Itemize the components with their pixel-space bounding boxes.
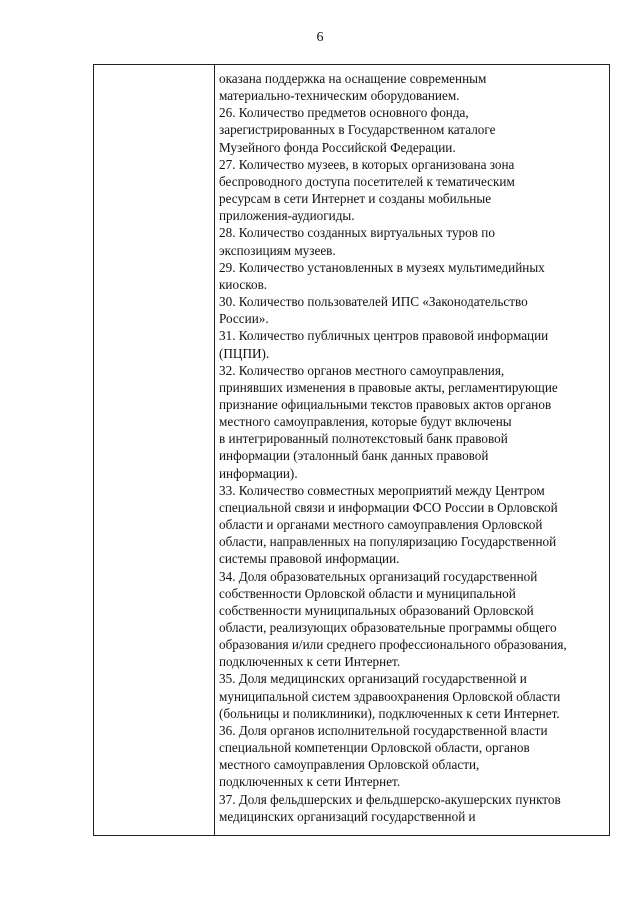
text-line: (больницы и поликлиники), подключенных к сети Интернет.	[219, 705, 560, 721]
text-line: области, направленных на популяризацию Государственной	[219, 534, 557, 550]
text-line: 30. Количество пользователей ИПС «Законодательство	[219, 294, 528, 310]
text-line: 32. Количество органов местного самоуправления,	[219, 362, 505, 378]
text-line: медицинских организаций государственной и	[219, 808, 476, 824]
text-line: 36. Доля органов исполнительной государственной власти	[219, 722, 548, 738]
text-line: материально-техническим оборудованием.	[219, 88, 460, 104]
text-line: собственности Орловской области и муниципальной	[219, 585, 516, 601]
text-line: муниципальной систем здравоохранения Орловской области	[219, 688, 561, 704]
text-line: принявших изменения в правовые акты, регламентирующие	[219, 379, 558, 395]
text-line: 27. Количество музеев, в которых организована зона	[219, 156, 515, 172]
text-line: специальной связи и информации ФСО России в Орловской	[219, 499, 558, 515]
document-table	[93, 64, 610, 836]
text-line: России».	[219, 311, 269, 327]
text-line: 34. Доля образовательных организаций государственной	[219, 568, 538, 584]
text-line: ресурсам в сети Интернет и созданы мобильные	[219, 191, 492, 207]
text-line: 33. Количество совместных мероприятий между Центром	[219, 482, 545, 498]
text-line: оказана поддержка на оснащение современным	[219, 71, 487, 86]
text-line: информации).	[219, 465, 298, 481]
text-line: Музейного фонда Российской Федерации.	[219, 139, 456, 155]
text-line: подключенных к сети Интернет.	[219, 774, 401, 790]
text-line: 28. Количество созданных виртуальных туров по	[219, 225, 495, 241]
table-cell-text	[219, 70, 607, 825]
text-line: 37. Доля фельдшерских и фельдшерско-акушерских пунктов	[219, 791, 561, 807]
text-line: системы правовой информации.	[219, 551, 400, 567]
text-line: образования и/или среднего профессионального образования,	[219, 637, 567, 653]
column-divider	[214, 65, 215, 835]
text-line: местного самоуправления Орловской области,	[219, 757, 480, 773]
text-line: 35. Доля медицинских организаций государственной и	[219, 671, 527, 687]
text-line: 31. Количество публичных центров правовой информации	[219, 328, 549, 344]
text-line: местного самоуправления, которые будут включены	[219, 414, 512, 430]
text-line: области, реализующих образовательные программы общего	[219, 620, 557, 635]
text-line: в интегрированный полнотекстовый банк правовой	[219, 431, 508, 447]
text-line: области и органами местного самоуправления Орловской	[219, 517, 543, 533]
text-line: подключенных к сети Интернет.	[219, 654, 401, 670]
text-line: специальной компетенции Орловской области, органов	[219, 740, 530, 756]
text-line: киосков.	[219, 276, 268, 292]
text-line: зарегистрированных в Государственном каталоге	[219, 122, 496, 138]
text-line: (ПЦПИ).	[219, 345, 270, 361]
text-line: 29. Количество установленных в музеях мультимедийных	[219, 259, 545, 275]
text-line: экспозициям музеев.	[219, 242, 336, 258]
text-line: информации (эталонный банк данных правовой	[219, 448, 489, 464]
text-line: собственности муниципальных образований Орловской	[219, 602, 534, 618]
text-line: 26. Количество предметов основного фонда,	[219, 105, 469, 121]
text-line: признание официальными текстов правовых актов органов	[219, 396, 552, 412]
text-line: беспроводного доступа посетителей к тематическим	[219, 173, 515, 189]
page-number: 6	[316, 30, 324, 45]
text-line: приложения-аудиогиды.	[219, 208, 355, 224]
